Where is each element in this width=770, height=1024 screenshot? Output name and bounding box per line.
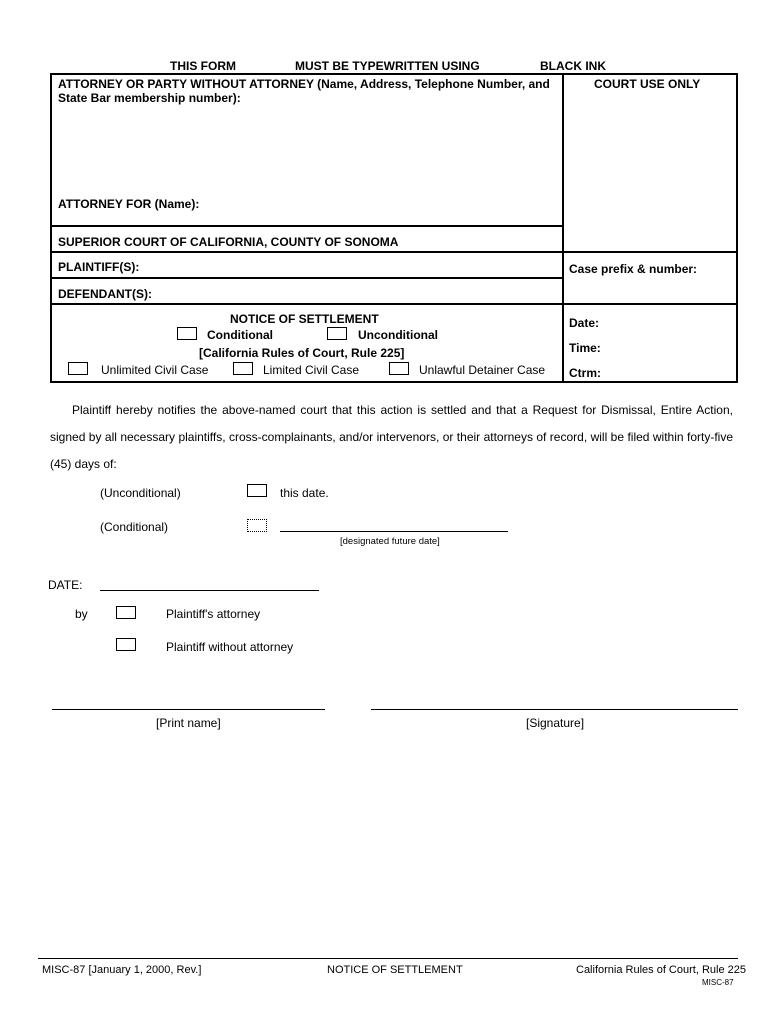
divider-line bbox=[50, 303, 738, 305]
plaintiffs-label: PLAINTIFF(S): bbox=[58, 260, 140, 274]
unconditional-checkbox[interactable] bbox=[327, 327, 347, 340]
unconditional-label: Unconditional bbox=[358, 328, 438, 342]
time-field-label: Time: bbox=[569, 341, 601, 355]
court-name: SUPERIOR COURT OF CALIFORNIA, COUNTY OF SONOMA bbox=[58, 235, 399, 249]
footer-rule-ref: California Rules of Court, Rule 225 bbox=[576, 964, 746, 976]
signature-label: [Signature] bbox=[526, 716, 585, 730]
footer-title: NOTICE OF SETTLEMENT bbox=[327, 964, 463, 976]
header-black-ink: BLACK INK bbox=[540, 59, 606, 73]
ctrm-field-label: Ctrm: bbox=[569, 366, 601, 380]
date-field-label: Date: bbox=[569, 316, 600, 330]
settlement-paragraph: Plaintiff hereby notifies the above-named court that this action is settled and that a Request for Dismissal, Entire Action, signed by all necessary plaintiffs, cross-complainants, and/or intervenors, or their attorneys of record, will be filed within forty-five (45) days of: bbox=[50, 403, 733, 471]
unlawful-detainer-checkbox[interactable] bbox=[389, 362, 409, 375]
plaintiffs-attorney-checkbox[interactable] bbox=[116, 606, 136, 619]
by-label: by bbox=[75, 607, 88, 621]
divider-line bbox=[50, 251, 738, 253]
court-use-only: COURT USE ONLY bbox=[594, 77, 701, 91]
date-label: DATE: bbox=[48, 578, 83, 592]
conditional-checkbox[interactable] bbox=[177, 327, 197, 340]
this-date-checkbox[interactable] bbox=[247, 484, 267, 497]
attorney-for-label: ATTORNEY FOR (Name): bbox=[58, 197, 200, 211]
case-number-label: Case prefix & number: bbox=[569, 262, 698, 276]
conditional-option-label: (Conditional) bbox=[100, 520, 169, 534]
designated-future-date-label: [designated future date] bbox=[340, 536, 440, 547]
print-name-line[interactable] bbox=[52, 709, 325, 710]
unlimited-civil-label: Unlimited Civil Case bbox=[101, 363, 209, 377]
notice-title: NOTICE OF SETTLEMENT bbox=[230, 312, 379, 326]
print-name-label: [Print name] bbox=[156, 716, 221, 730]
unlimited-civil-checkbox[interactable] bbox=[68, 362, 88, 375]
divider-line bbox=[50, 277, 563, 279]
header-typewritten: MUST BE TYPEWRITTEN USING bbox=[295, 59, 480, 73]
caption-divider bbox=[562, 73, 564, 383]
unconditional-option-label: (Unconditional) bbox=[100, 486, 181, 500]
unlawful-detainer-label: Unlawful Detainer Case bbox=[419, 363, 546, 377]
rule-label: [California Rules of Court, Rule 225] bbox=[199, 346, 405, 360]
limited-civil-checkbox[interactable] bbox=[233, 362, 253, 375]
footer-code: MISC-87 bbox=[702, 978, 734, 987]
date-line[interactable] bbox=[100, 590, 319, 591]
conditional-label: Conditional bbox=[207, 328, 273, 342]
this-date-label: this date. bbox=[280, 486, 329, 500]
future-date-line[interactable] bbox=[280, 531, 508, 532]
divider-line bbox=[50, 225, 563, 227]
signature-line[interactable] bbox=[371, 709, 738, 710]
footer-form-id: MISC-87 [January 1, 2000, Rev.] bbox=[42, 964, 202, 976]
defendants-label: DEFENDANT(S): bbox=[58, 287, 152, 301]
plaintiff-without-attorney-checkbox[interactable] bbox=[116, 638, 136, 651]
plaintiff-without-attorney-label: Plaintiff without attorney bbox=[166, 640, 294, 654]
attorney-label: ATTORNEY OR PARTY WITHOUT ATTORNEY (Name, Address, Telephone Number, and State Bar membership number): bbox=[58, 77, 550, 105]
limited-civil-label: Limited Civil Case bbox=[263, 363, 360, 377]
header-this-form: THIS FORM bbox=[170, 59, 236, 73]
plaintiffs-attorney-label: Plaintiff's attorney bbox=[166, 607, 261, 621]
future-date-checkbox[interactable] bbox=[247, 519, 267, 532]
footer-rule bbox=[38, 958, 738, 959]
